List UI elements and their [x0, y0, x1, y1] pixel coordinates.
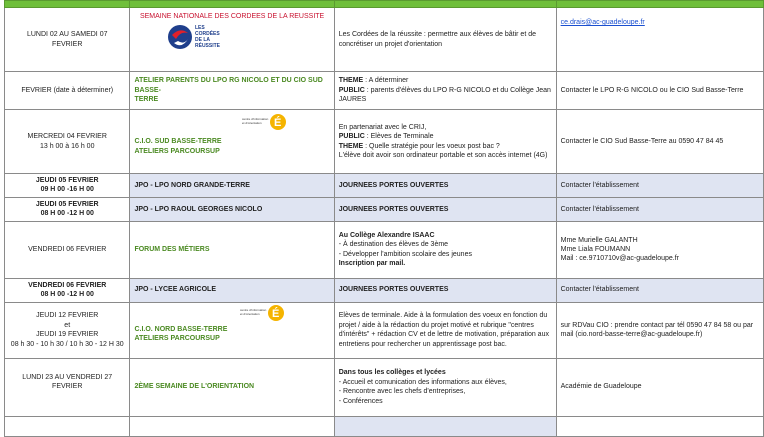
- contact-cell: Académie de Guadeloupe: [556, 358, 763, 416]
- description-cell: Dans tous les collèges et lycées - Accueil et comunication des informations aux élèves, - Rencontre avec les chefs d'entreprises, - Conférences: [334, 358, 556, 416]
- event-cell: centre d'information et d'orientation É C.I.O. NORD BASSE-TERRE ATELIERS PARCOURSUP: [130, 302, 334, 358]
- table-row: [5, 174, 764, 198]
- cio-logo: [240, 303, 284, 323]
- event-title: C.I.O. SUD BASSE-TERRE: [134, 138, 222, 146]
- events-table: [4, 0, 764, 437]
- description-cell: JOURNEES PORTES OUVERTES: [334, 174, 556, 198]
- date-cell: LUNDI 02 AU SAMEDI 07 FEVRIER: [5, 8, 130, 72]
- table-row: [5, 72, 764, 110]
- event-cell: centre d'information et d'orientation É C.I.O. SUD BASSE-TERRE ATELIERS PARCOURSUP: [130, 110, 334, 174]
- table-row: [5, 358, 764, 416]
- event-title: SEMAINE NATIONALE DES CORDEES DE LA REUSSITE: [139, 13, 325, 20]
- contact-email-link[interactable]: ce.drais@ac-guadeloupe.fr: [560, 19, 645, 26]
- svg-text:et d'orientation: et d'orientation: [242, 121, 263, 125]
- event-cell: 2ÈME SEMAINE DE L'ORIENTATION: [130, 358, 334, 416]
- contact-cell: Contacter le CIO Sud Basse-Terre au 0590 47 84 45: [556, 110, 763, 174]
- svg-text:RÉUSSITE: RÉUSSITE: [195, 43, 221, 50]
- contact-cell: sur RDVau CIO : prendre contact par tél 0590 47 84 58 ou par mail (cio.nord-basse-terre@ac-guadeloupe.fr): [556, 302, 763, 358]
- svg-text:centre d'information: centre d'information: [242, 117, 269, 121]
- table-row: [5, 197, 764, 221]
- description-cell: JOURNEES PORTES OUVERTES: [334, 197, 556, 221]
- table-row: [5, 221, 764, 278]
- header-band: [5, 1, 764, 8]
- event-cell: [130, 8, 334, 72]
- svg-text:LES: LES: [195, 25, 206, 32]
- date-cell: LUNDI 23 AU VENDREDI 27 FEVRIER: [5, 358, 130, 416]
- event-title: ATELIER PARENTS DU LPO RG NICOLO ET DU CIO SUD BASSE-: [134, 77, 323, 94]
- cio-logo: [242, 112, 286, 132]
- event-cell: ATELIER PARENTS DU LPO RG NICOLO ET DU CIO SUD BASSE- TERRE: [130, 72, 334, 110]
- contact-cell: Contacter l'établissement: [556, 174, 763, 198]
- svg-text:centre d'information: centre d'information: [240, 307, 267, 312]
- description-cell: THEME : A déterminer PUBLIC : parents d'élèves du LPO R-G NICOLO et du Collège Jean JAURES: [334, 72, 556, 110]
- event-cell: JPO - LYCEE AGRICOLE: [130, 278, 334, 302]
- svg-text:et d'orientation: et d'orientation: [240, 311, 261, 316]
- table-row: [5, 416, 764, 436]
- description-cell: En partenariat avec le CRIJ, PUBLIC : Elèves de Terminale THEME : Quelle stratégie pour les voeux post bac ? L'élève doit avoir son ordinateur portable et son accès internet (4G): [334, 110, 556, 174]
- event-title: C.I.O. NORD BASSE-TERRE: [134, 325, 228, 333]
- svg-text:CORDÉES: CORDÉES: [195, 31, 221, 38]
- date-cell: VENDREDI 06 FEVRIER 08 H 00 -12 H 00: [5, 278, 130, 302]
- date-cell: JEUDI 12 FEVRIER et JEUDI 19 FEVRIER 08 h 30 - 10 h 30 / 10 h 30 - 12 H 30: [5, 302, 130, 358]
- date-cell: VENDREDI 06 FEVRIER: [5, 221, 130, 278]
- cordees-reussite-logo: [166, 21, 228, 53]
- table-row: [5, 8, 764, 72]
- table-row: [5, 110, 764, 174]
- description-cell: Au Collège Alexandre ISAAC - À destination des élèves de 3ème - Développer l'ambition scolaire des jeunes Inscription par mail.: [334, 221, 556, 278]
- date-cell: JEUDI 05 FEVRIER 09 H 00 -16 H 00: [5, 174, 130, 198]
- date-cell: FEVRIER (date à déterminer): [5, 72, 130, 110]
- contact-cell: Contacter le LPO R-G NICOLO ou le CIO Sud Basse-Terre: [556, 72, 763, 110]
- contact-cell: Contacter l'établissement: [556, 197, 763, 221]
- table-row: [5, 302, 764, 358]
- svg-text:É: É: [274, 117, 282, 129]
- event-cell: JPO - LPO NORD GRANDE-TERRE: [130, 174, 334, 198]
- event-cell: JPO - LPO RAOUL GEORGES NICOLO: [130, 197, 334, 221]
- contact-cell: [556, 8, 763, 72]
- table-row: [5, 278, 764, 302]
- date-cell: JEUDI 05 FEVRIER 08 H 00 -12 H 00: [5, 197, 130, 221]
- contact-cell: Mme Murielle GALANTH Mme Liala FOUMANN Mail : ce.9710710v@ac-guadeloupe.fr: [556, 221, 763, 278]
- date-cell: MERCREDI 04 FEVRIER 13 h 00 à 16 h 00: [5, 110, 130, 174]
- svg-text:DE LA: DE LA: [195, 37, 211, 44]
- event-cell: FORUM DES MÉTIERS: [130, 221, 334, 278]
- description-cell: JOURNEES PORTES OUVERTES: [334, 278, 556, 302]
- contact-cell: Contacter l'établissement: [556, 278, 763, 302]
- description-cell: Les Cordées de la réussite : permettre aux élèves de bâtir et de concrétiser un projet d'orientation: [334, 8, 556, 72]
- description-cell: Elèves de terminale. Aide à la formulation des voeux en fonction du projet / aide à la rédaction du projet motivé et rubrique "centres d'intérêts" + rédaction CV et de lettre de motivation, préparation aux entretiens pour rechercher un apprentissage post bac.: [334, 302, 556, 358]
- svg-text:É: É: [272, 307, 280, 320]
